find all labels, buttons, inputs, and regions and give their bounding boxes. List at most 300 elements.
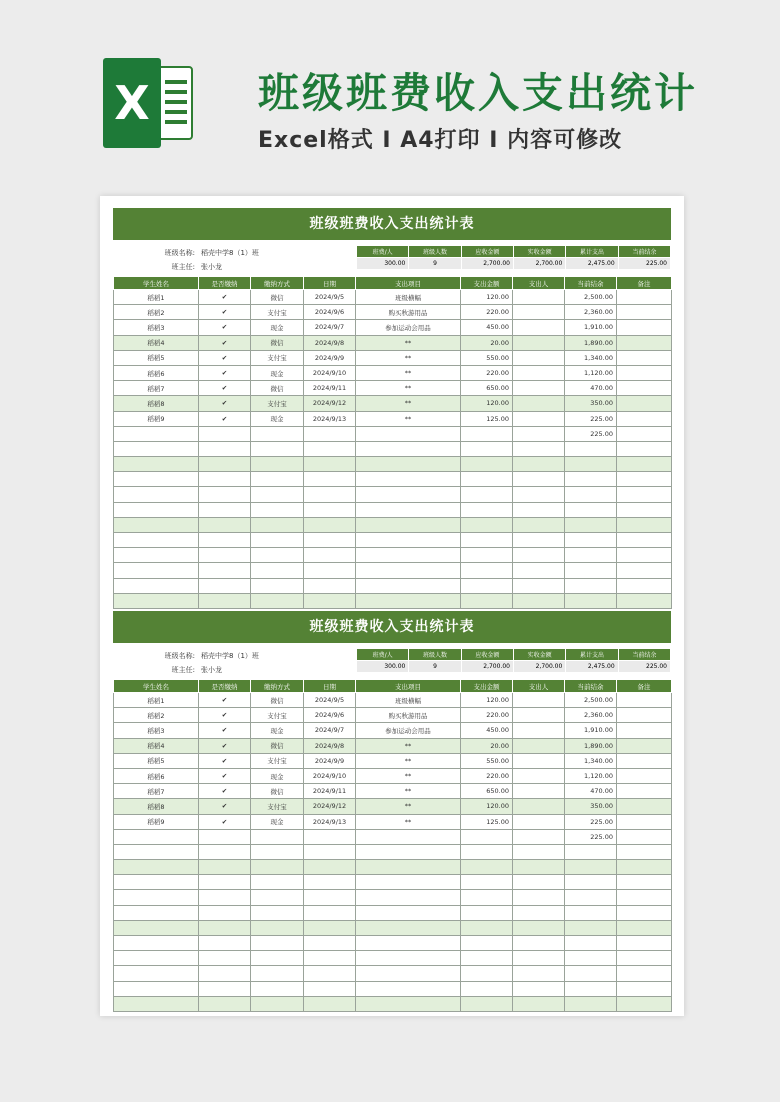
- cell-expense-amount[interactable]: [461, 996, 513, 1011]
- cell-current-balance[interactable]: [565, 487, 617, 502]
- cell-expense-amount[interactable]: [461, 875, 513, 890]
- cell-note[interactable]: [617, 768, 672, 783]
- cell-paid-status[interactable]: ✔: [199, 784, 251, 799]
- cell-note[interactable]: [617, 396, 672, 411]
- cell-note[interactable]: [617, 966, 672, 981]
- cell-student-name[interactable]: [114, 563, 199, 578]
- cell-payment-method[interactable]: [251, 981, 304, 996]
- cell-paid-status[interactable]: [199, 548, 251, 563]
- cell-paid-status[interactable]: ✔: [199, 396, 251, 411]
- cell-current-balance[interactable]: [565, 517, 617, 532]
- cell-expense-amount[interactable]: 20.00: [461, 335, 513, 350]
- cell-spender[interactable]: [513, 533, 565, 548]
- cell-student-name[interactable]: [114, 502, 199, 517]
- cell-date[interactable]: [304, 502, 356, 517]
- cell-payment-method[interactable]: [251, 441, 304, 456]
- cell-student-name[interactable]: 稻稻6: [114, 365, 199, 380]
- cell-payment-method[interactable]: 微信: [251, 784, 304, 799]
- cell-expense-amount[interactable]: [461, 548, 513, 563]
- cell-spender[interactable]: [513, 981, 565, 996]
- cell-paid-status[interactable]: ✔: [199, 320, 251, 335]
- cell-student-name[interactable]: [114, 966, 199, 981]
- cell-expense-amount[interactable]: [461, 487, 513, 502]
- cell-paid-status[interactable]: ✔: [199, 753, 251, 768]
- cell-student-name[interactable]: [114, 578, 199, 593]
- cell-current-balance[interactable]: 1,890.00: [565, 335, 617, 350]
- cell-current-balance[interactable]: [565, 951, 617, 966]
- cell-date[interactable]: 2024/9/6: [304, 708, 356, 723]
- cell-paid-status[interactable]: ✔: [199, 305, 251, 320]
- cell-spender[interactable]: [513, 365, 565, 380]
- cell-note[interactable]: [617, 593, 672, 608]
- cell-date[interactable]: 2024/9/6: [304, 305, 356, 320]
- cell-expense-item[interactable]: [356, 441, 461, 456]
- cell-date[interactable]: [304, 441, 356, 456]
- cell-date[interactable]: 2024/9/13: [304, 814, 356, 829]
- summary-value[interactable]: 2,475.00: [566, 258, 618, 270]
- cell-date[interactable]: [304, 920, 356, 935]
- cell-current-balance[interactable]: [565, 875, 617, 890]
- cell-paid-status[interactable]: [199, 457, 251, 472]
- cell-expense-amount[interactable]: 120.00: [461, 396, 513, 411]
- cell-expense-item[interactable]: 购买秋游用品: [356, 708, 461, 723]
- cell-student-name[interactable]: 稻稻2: [114, 305, 199, 320]
- cell-current-balance[interactable]: [565, 441, 617, 456]
- cell-payment-method[interactable]: [251, 875, 304, 890]
- cell-payment-method[interactable]: [251, 905, 304, 920]
- cell-paid-status[interactable]: [199, 875, 251, 890]
- cell-student-name[interactable]: [114, 457, 199, 472]
- cell-payment-method[interactable]: [251, 844, 304, 859]
- cell-expense-item[interactable]: [356, 936, 461, 951]
- cell-paid-status[interactable]: ✔: [199, 738, 251, 753]
- cell-date[interactable]: 2024/9/13: [304, 411, 356, 426]
- cell-spender[interactable]: [513, 905, 565, 920]
- cell-payment-method[interactable]: [251, 517, 304, 532]
- summary-value[interactable]: 2,700.00: [513, 661, 565, 673]
- cell-student-name[interactable]: 稻稻1: [114, 693, 199, 708]
- cell-expense-item[interactable]: [356, 875, 461, 890]
- cell-expense-item[interactable]: [356, 593, 461, 608]
- cell-student-name[interactable]: [114, 829, 199, 844]
- cell-spender[interactable]: [513, 753, 565, 768]
- cell-payment-method[interactable]: [251, 426, 304, 441]
- cell-expense-item[interactable]: **: [356, 784, 461, 799]
- cell-current-balance[interactable]: [565, 981, 617, 996]
- cell-current-balance[interactable]: [565, 563, 617, 578]
- cell-note[interactable]: [617, 305, 672, 320]
- cell-student-name[interactable]: [114, 472, 199, 487]
- cell-spender[interactable]: [513, 578, 565, 593]
- cell-date[interactable]: 2024/9/11: [304, 784, 356, 799]
- cell-expense-amount[interactable]: [461, 593, 513, 608]
- cell-payment-method[interactable]: [251, 860, 304, 875]
- summary-value[interactable]: 9: [409, 661, 461, 673]
- cell-student-name[interactable]: 稻稻9: [114, 814, 199, 829]
- cell-student-name[interactable]: [114, 905, 199, 920]
- cell-note[interactable]: [617, 548, 672, 563]
- cell-expense-amount[interactable]: 450.00: [461, 320, 513, 335]
- cell-payment-method[interactable]: 现金: [251, 814, 304, 829]
- cell-date[interactable]: [304, 487, 356, 502]
- cell-expense-amount[interactable]: [461, 890, 513, 905]
- cell-paid-status[interactable]: ✔: [199, 768, 251, 783]
- summary-value[interactable]: 2,700.00: [461, 258, 513, 270]
- cell-current-balance[interactable]: 225.00: [565, 411, 617, 426]
- cell-student-name[interactable]: 稻稻2: [114, 708, 199, 723]
- cell-date[interactable]: 2024/9/9: [304, 753, 356, 768]
- cell-student-name[interactable]: [114, 951, 199, 966]
- cell-student-name[interactable]: 稻稻6: [114, 768, 199, 783]
- cell-expense-item[interactable]: [356, 517, 461, 532]
- cell-note[interactable]: [617, 844, 672, 859]
- cell-expense-item[interactable]: 参加运动会用品: [356, 723, 461, 738]
- cell-date[interactable]: 2024/9/8: [304, 335, 356, 350]
- cell-expense-item[interactable]: **: [356, 381, 461, 396]
- cell-date[interactable]: 2024/9/9: [304, 350, 356, 365]
- cell-date[interactable]: [304, 951, 356, 966]
- cell-date[interactable]: 2024/9/10: [304, 365, 356, 380]
- cell-note[interactable]: [617, 502, 672, 517]
- cell-payment-method[interactable]: [251, 996, 304, 1011]
- cell-date[interactable]: [304, 981, 356, 996]
- cell-date[interactable]: [304, 936, 356, 951]
- cell-note[interactable]: [617, 411, 672, 426]
- cell-expense-item[interactable]: 参加运动会用品: [356, 320, 461, 335]
- cell-note[interactable]: [617, 426, 672, 441]
- cell-note[interactable]: [617, 814, 672, 829]
- cell-paid-status[interactable]: [199, 517, 251, 532]
- cell-expense-amount[interactable]: [461, 920, 513, 935]
- cell-spender[interactable]: [513, 936, 565, 951]
- cell-date[interactable]: [304, 890, 356, 905]
- cell-payment-method[interactable]: 支付宝: [251, 708, 304, 723]
- cell-expense-item[interactable]: 班级横幅: [356, 693, 461, 708]
- cell-date[interactable]: [304, 905, 356, 920]
- cell-payment-method[interactable]: [251, 563, 304, 578]
- cell-student-name[interactable]: 稻稻4: [114, 738, 199, 753]
- cell-expense-item[interactable]: [356, 996, 461, 1011]
- cell-student-name[interactable]: [114, 890, 199, 905]
- cell-date[interactable]: [304, 517, 356, 532]
- cell-expense-item[interactable]: [356, 426, 461, 441]
- cell-student-name[interactable]: 稻稻9: [114, 411, 199, 426]
- cell-student-name[interactable]: [114, 441, 199, 456]
- cell-payment-method[interactable]: 微信: [251, 381, 304, 396]
- cell-student-name[interactable]: [114, 426, 199, 441]
- cell-payment-method[interactable]: 支付宝: [251, 396, 304, 411]
- cell-paid-status[interactable]: [199, 951, 251, 966]
- cell-note[interactable]: [617, 320, 672, 335]
- cell-expense-amount[interactable]: 120.00: [461, 693, 513, 708]
- summary-value[interactable]: 2,700.00: [513, 258, 565, 270]
- cell-expense-amount[interactable]: 650.00: [461, 381, 513, 396]
- cell-payment-method[interactable]: 现金: [251, 320, 304, 335]
- cell-paid-status[interactable]: ✔: [199, 290, 251, 305]
- cell-expense-amount[interactable]: [461, 905, 513, 920]
- cell-expense-item[interactable]: 班级横幅: [356, 290, 461, 305]
- cell-current-balance[interactable]: 1,890.00: [565, 738, 617, 753]
- cell-current-balance[interactable]: [565, 996, 617, 1011]
- cell-expense-amount[interactable]: [461, 472, 513, 487]
- cell-student-name[interactable]: 稻稻3: [114, 723, 199, 738]
- cell-date[interactable]: 2024/9/5: [304, 290, 356, 305]
- cell-note[interactable]: [617, 335, 672, 350]
- cell-current-balance[interactable]: 2,500.00: [565, 290, 617, 305]
- cell-student-name[interactable]: 稻稻7: [114, 381, 199, 396]
- cell-student-name[interactable]: 稻稻8: [114, 396, 199, 411]
- cell-note[interactable]: [617, 472, 672, 487]
- cell-note[interactable]: [617, 708, 672, 723]
- cell-payment-method[interactable]: [251, 502, 304, 517]
- cell-spender[interactable]: [513, 593, 565, 608]
- cell-paid-status[interactable]: [199, 487, 251, 502]
- cell-spender[interactable]: [513, 814, 565, 829]
- cell-spender[interactable]: [513, 381, 565, 396]
- cell-spender[interactable]: [513, 738, 565, 753]
- cell-note[interactable]: [617, 578, 672, 593]
- cell-expense-item[interactable]: [356, 860, 461, 875]
- cell-spender[interactable]: [513, 472, 565, 487]
- cell-expense-item[interactable]: **: [356, 753, 461, 768]
- cell-student-name[interactable]: 稻稻1: [114, 290, 199, 305]
- cell-date[interactable]: [304, 578, 356, 593]
- cell-current-balance[interactable]: 2,360.00: [565, 708, 617, 723]
- cell-current-balance[interactable]: 225.00: [565, 814, 617, 829]
- cell-expense-amount[interactable]: 650.00: [461, 784, 513, 799]
- cell-note[interactable]: [617, 381, 672, 396]
- cell-payment-method[interactable]: 现金: [251, 723, 304, 738]
- cell-paid-status[interactable]: [199, 844, 251, 859]
- cell-note[interactable]: [617, 920, 672, 935]
- cell-note[interactable]: [617, 693, 672, 708]
- cell-student-name[interactable]: [114, 533, 199, 548]
- cell-note[interactable]: [617, 350, 672, 365]
- cell-expense-amount[interactable]: 125.00: [461, 411, 513, 426]
- cell-spender[interactable]: [513, 502, 565, 517]
- cell-note[interactable]: [617, 487, 672, 502]
- cell-spender[interactable]: [513, 996, 565, 1011]
- cell-paid-status[interactable]: [199, 936, 251, 951]
- cell-current-balance[interactable]: [565, 890, 617, 905]
- cell-expense-amount[interactable]: [461, 860, 513, 875]
- cell-note[interactable]: [617, 936, 672, 951]
- cell-expense-item[interactable]: [356, 890, 461, 905]
- cell-payment-method[interactable]: [251, 966, 304, 981]
- cell-student-name[interactable]: [114, 593, 199, 608]
- cell-current-balance[interactable]: 1,910.00: [565, 320, 617, 335]
- cell-payment-method[interactable]: 支付宝: [251, 753, 304, 768]
- cell-expense-item[interactable]: [356, 578, 461, 593]
- cell-date[interactable]: [304, 426, 356, 441]
- cell-expense-item[interactable]: [356, 844, 461, 859]
- cell-note[interactable]: [617, 738, 672, 753]
- cell-student-name[interactable]: 稻稻4: [114, 335, 199, 350]
- cell-date[interactable]: [304, 563, 356, 578]
- cell-current-balance[interactable]: [565, 472, 617, 487]
- cell-note[interactable]: [617, 457, 672, 472]
- cell-expense-item[interactable]: **: [356, 738, 461, 753]
- cell-payment-method[interactable]: 微信: [251, 335, 304, 350]
- cell-spender[interactable]: [513, 693, 565, 708]
- cell-paid-status[interactable]: ✔: [199, 799, 251, 814]
- cell-date[interactable]: [304, 457, 356, 472]
- cell-note[interactable]: [617, 753, 672, 768]
- cell-date[interactable]: [304, 472, 356, 487]
- cell-date[interactable]: [304, 548, 356, 563]
- cell-paid-status[interactable]: [199, 981, 251, 996]
- cell-current-balance[interactable]: 1,340.00: [565, 753, 617, 768]
- cell-current-balance[interactable]: 350.00: [565, 799, 617, 814]
- cell-note[interactable]: [617, 723, 672, 738]
- cell-payment-method[interactable]: [251, 951, 304, 966]
- cell-spender[interactable]: [513, 350, 565, 365]
- cell-expense-amount[interactable]: [461, 966, 513, 981]
- cell-payment-method[interactable]: 现金: [251, 411, 304, 426]
- cell-student-name[interactable]: [114, 875, 199, 890]
- cell-expense-amount[interactable]: 120.00: [461, 799, 513, 814]
- cell-paid-status[interactable]: [199, 441, 251, 456]
- cell-date[interactable]: 2024/9/11: [304, 381, 356, 396]
- cell-expense-amount[interactable]: 550.00: [461, 350, 513, 365]
- cell-date[interactable]: [304, 844, 356, 859]
- cell-date[interactable]: [304, 875, 356, 890]
- cell-expense-item[interactable]: [356, 487, 461, 502]
- cell-date[interactable]: 2024/9/5: [304, 693, 356, 708]
- cell-date[interactable]: 2024/9/12: [304, 799, 356, 814]
- cell-spender[interactable]: [513, 548, 565, 563]
- cell-note[interactable]: [617, 784, 672, 799]
- cell-spender[interactable]: [513, 441, 565, 456]
- cell-spender[interactable]: [513, 396, 565, 411]
- cell-current-balance[interactable]: 350.00: [565, 396, 617, 411]
- cell-expense-amount[interactable]: 125.00: [461, 814, 513, 829]
- cell-expense-amount[interactable]: [461, 457, 513, 472]
- cell-spender[interactable]: [513, 920, 565, 935]
- cell-expense-amount[interactable]: 220.00: [461, 708, 513, 723]
- cell-expense-amount[interactable]: [461, 441, 513, 456]
- cell-note[interactable]: [617, 517, 672, 532]
- cell-spender[interactable]: [513, 966, 565, 981]
- cell-date[interactable]: 2024/9/12: [304, 396, 356, 411]
- cell-spender[interactable]: [513, 951, 565, 966]
- cell-current-balance[interactable]: 225.00: [565, 829, 617, 844]
- cell-spender[interactable]: [513, 890, 565, 905]
- cell-note[interactable]: [617, 981, 672, 996]
- cell-paid-status[interactable]: ✔: [199, 365, 251, 380]
- cell-spender[interactable]: [513, 844, 565, 859]
- cell-expense-amount[interactable]: 220.00: [461, 768, 513, 783]
- cell-date[interactable]: [304, 966, 356, 981]
- cell-payment-method[interactable]: [251, 578, 304, 593]
- cell-spender[interactable]: [513, 708, 565, 723]
- cell-date[interactable]: 2024/9/10: [304, 768, 356, 783]
- cell-spender[interactable]: [513, 426, 565, 441]
- summary-value[interactable]: 2,475.00: [566, 661, 618, 673]
- cell-payment-method[interactable]: [251, 593, 304, 608]
- cell-current-balance[interactable]: 225.00: [565, 426, 617, 441]
- cell-spender[interactable]: [513, 335, 565, 350]
- cell-expense-item[interactable]: [356, 829, 461, 844]
- cell-student-name[interactable]: [114, 844, 199, 859]
- cell-spender[interactable]: [513, 723, 565, 738]
- cell-date[interactable]: 2024/9/7: [304, 320, 356, 335]
- cell-spender[interactable]: [513, 320, 565, 335]
- cell-paid-status[interactable]: [199, 563, 251, 578]
- cell-paid-status[interactable]: [199, 966, 251, 981]
- cell-payment-method[interactable]: [251, 920, 304, 935]
- cell-expense-item[interactable]: [356, 533, 461, 548]
- cell-payment-method[interactable]: 微信: [251, 738, 304, 753]
- cell-expense-item[interactable]: [356, 981, 461, 996]
- cell-note[interactable]: [617, 905, 672, 920]
- cell-payment-method[interactable]: 现金: [251, 365, 304, 380]
- cell-paid-status[interactable]: [199, 593, 251, 608]
- cell-expense-amount[interactable]: 220.00: [461, 305, 513, 320]
- cell-expense-item[interactable]: **: [356, 350, 461, 365]
- summary-value[interactable]: 9: [409, 258, 461, 270]
- cell-note[interactable]: [617, 951, 672, 966]
- cell-spender[interactable]: [513, 563, 565, 578]
- cell-payment-method[interactable]: [251, 829, 304, 844]
- cell-paid-status[interactable]: [199, 578, 251, 593]
- cell-payment-method[interactable]: [251, 472, 304, 487]
- cell-spender[interactable]: [513, 305, 565, 320]
- summary-value[interactable]: 2,700.00: [461, 661, 513, 673]
- cell-expense-item[interactable]: [356, 951, 461, 966]
- cell-current-balance[interactable]: [565, 936, 617, 951]
- cell-expense-item[interactable]: **: [356, 365, 461, 380]
- cell-paid-status[interactable]: ✔: [199, 708, 251, 723]
- cell-note[interactable]: [617, 533, 672, 548]
- cell-current-balance[interactable]: 470.00: [565, 381, 617, 396]
- cell-date[interactable]: 2024/9/8: [304, 738, 356, 753]
- cell-current-balance[interactable]: 1,120.00: [565, 365, 617, 380]
- cell-paid-status[interactable]: ✔: [199, 335, 251, 350]
- cell-expense-amount[interactable]: [461, 502, 513, 517]
- cell-payment-method[interactable]: 支付宝: [251, 350, 304, 365]
- cell-expense-item[interactable]: [356, 457, 461, 472]
- cell-student-name[interactable]: 稻稻8: [114, 799, 199, 814]
- cell-paid-status[interactable]: [199, 533, 251, 548]
- cell-spender[interactable]: [513, 829, 565, 844]
- cell-payment-method[interactable]: [251, 487, 304, 502]
- cell-paid-status[interactable]: [199, 920, 251, 935]
- cell-spender[interactable]: [513, 411, 565, 426]
- cell-spender[interactable]: [513, 517, 565, 532]
- cell-paid-status[interactable]: ✔: [199, 814, 251, 829]
- cell-current-balance[interactable]: 1,910.00: [565, 723, 617, 738]
- cell-expense-amount[interactable]: [461, 844, 513, 859]
- cell-current-balance[interactable]: [565, 578, 617, 593]
- cell-expense-item[interactable]: **: [356, 411, 461, 426]
- cell-paid-status[interactable]: ✔: [199, 723, 251, 738]
- cell-expense-item[interactable]: [356, 920, 461, 935]
- cell-spender[interactable]: [513, 784, 565, 799]
- cell-date[interactable]: [304, 533, 356, 548]
- cell-expense-item[interactable]: **: [356, 335, 461, 350]
- cell-current-balance[interactable]: 2,360.00: [565, 305, 617, 320]
- cell-date[interactable]: 2024/9/7: [304, 723, 356, 738]
- summary-value[interactable]: 300.00: [357, 661, 409, 673]
- cell-note[interactable]: [617, 563, 672, 578]
- cell-paid-status[interactable]: ✔: [199, 693, 251, 708]
- cell-expense-amount[interactable]: 20.00: [461, 738, 513, 753]
- cell-payment-method[interactable]: [251, 457, 304, 472]
- cell-spender[interactable]: [513, 860, 565, 875]
- cell-student-name[interactable]: [114, 996, 199, 1011]
- cell-student-name[interactable]: 稻稻7: [114, 784, 199, 799]
